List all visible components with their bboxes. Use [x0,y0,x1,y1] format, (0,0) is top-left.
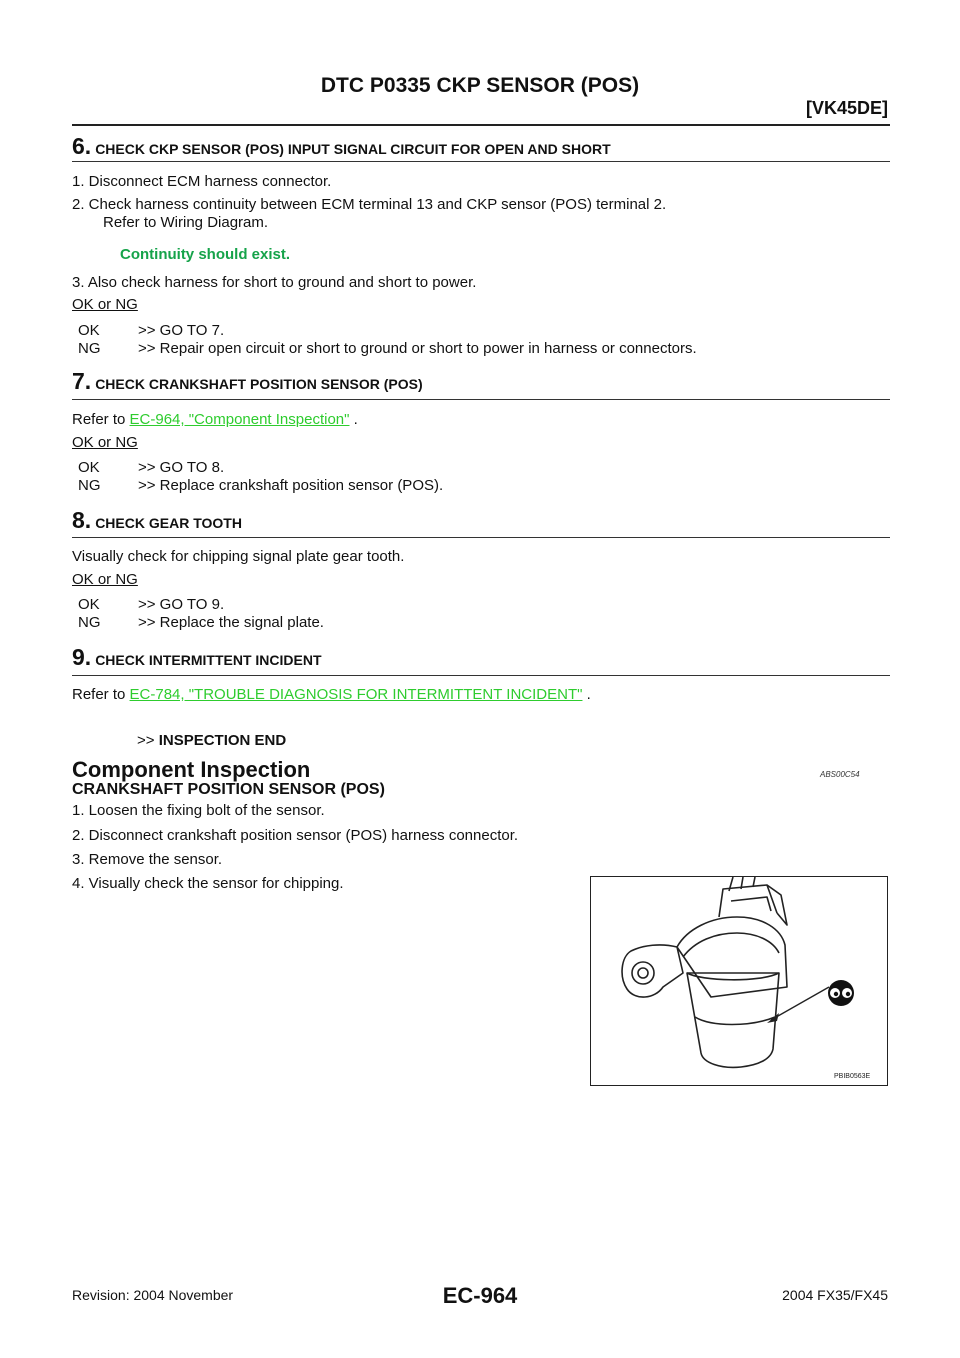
ng-label: NG [78,340,101,357]
ng-label: NG [78,614,101,631]
instruction-line: 2. Disconnect crankshaft position sensor (POS) harness connector. [72,827,519,844]
figure-code: PBIB0563E [834,1073,871,1080]
step-divider [72,161,890,162]
step-number: 8. [72,507,92,533]
page-number: EC-964 [442,1283,518,1308]
vehicle-model: 2004 FX35/FX45 [782,1287,888,1303]
step-7-heading [72,368,890,395]
instruction-line: 3. Remove the sensor. [72,851,223,868]
step-9-heading [72,644,890,671]
ok-text: >> GO TO 8. [138,459,225,476]
inspection-end [137,732,286,750]
spec-text: Continuity should exist. [120,246,291,263]
ok-or-ng-label: OK or NG [72,571,138,588]
refer-line [72,411,358,429]
step-title: CHECK GEAR TOOTH [95,515,242,531]
result-ok [78,596,224,614]
step-number: 9. [72,644,92,670]
result-ng [78,614,324,632]
instruction-line: 4. Visually check the sensor for chipping. [72,875,344,892]
refer-text: Refer to [72,411,130,428]
refer-end: . [349,411,358,428]
instruction-line: Visually check for chipping signal plate gear tooth. [72,548,405,565]
ng-label: NG [78,477,101,494]
step-number: 7. [72,368,92,394]
step-6-heading [72,133,890,160]
step-title: CHECK CKP SENSOR (POS) INPUT SIGNAL CIRCUIT FOR OPEN AND SHORT [95,141,611,157]
ok-label: OK [78,322,100,339]
section-subheading: CRANKSHAFT POSITION SENSOR (POS) [72,781,385,798]
ok-label: OK [78,596,100,613]
header-divider [72,124,890,126]
arrow-marker: >> [137,732,155,749]
page-title: DTC P0335 CKP SENSOR (POS) [320,74,640,97]
intermittent-incident-link[interactable]: EC-784, "TROUBLE DIAGNOSIS FOR INTERMITTENT INCIDENT" [129,686,583,703]
instruction-line: 2. Check harness continuity between ECM terminal 13 and CKP sensor (POS) terminal 2. [72,196,667,213]
instruction-line: 3. Also check harness for short to ground and short to power. [72,274,477,291]
ok-text: >> GO TO 9. [138,596,225,613]
sensor-illustration [590,876,888,1086]
result-ok [78,322,224,340]
result-ng [78,340,697,358]
engine-code: [VK45DE] [805,98,888,118]
ok-label: OK [78,459,100,476]
refer-end: . [582,686,591,703]
ok-or-ng-label: OK or NG [72,296,138,313]
ok-text: >> GO TO 7. [138,322,225,339]
instruction-line: Refer to Wiring Diagram. [103,214,269,231]
step-number: 6. [72,133,92,159]
section-heading: Component Inspection [72,757,311,782]
instruction-line: 1. Disconnect ECM harness connector. [72,173,332,190]
component-inspection-link[interactable]: EC-964, "Component Inspection" [129,411,350,428]
inspection-end-label: INSPECTION END [158,732,287,749]
result-ok [78,459,224,477]
reference-code: ABS00C54 [820,770,860,779]
step-divider [72,675,890,676]
step-title: CHECK CRANKSHAFT POSITION SENSOR (POS) [95,376,423,392]
refer-line [72,686,591,704]
step-divider [72,537,890,538]
ng-text: >> Replace the signal plate. [138,614,324,631]
result-ng [78,477,443,495]
ok-or-ng-label: OK or NG [72,434,138,451]
ng-text: >> Repair open circuit or short to ground or short to power in harness or connectors. [138,340,697,357]
refer-text: Refer to [72,686,130,703]
step-title: CHECK INTERMITTENT INCIDENT [95,652,322,668]
step-divider [72,399,890,400]
revision-date: Revision: 2004 November [72,1287,234,1303]
step-8-heading [72,507,890,534]
instruction-line: 1. Loosen the fixing bolt of the sensor. [72,802,325,819]
ng-text: >> Replace crankshaft position sensor (POS). [138,477,444,494]
crankshaft-sensor-drawing [591,877,887,1085]
